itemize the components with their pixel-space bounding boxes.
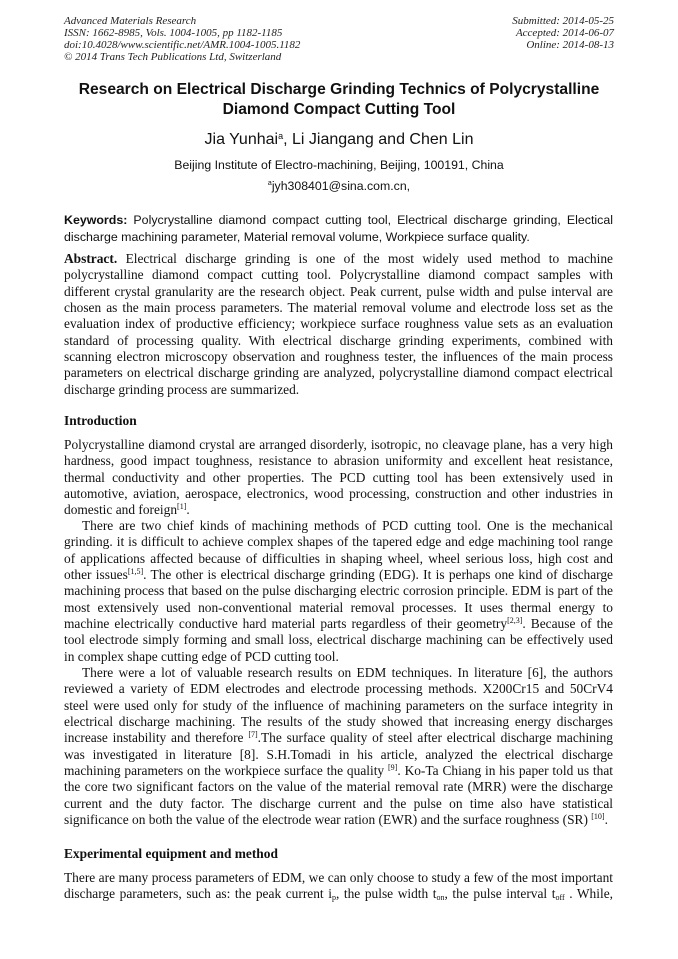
text-line: different crystal granularity are the research object. Peak current, pulse width and pulse interval are <box>64 283 613 299</box>
citation: [7] <box>248 730 258 740</box>
citation: [10] <box>591 812 605 822</box>
abstract <box>64 251 613 398</box>
text-line: parameters on electrical discharge grinding are analyzed, polycrystalline diamond compact electrical <box>64 365 613 381</box>
text-line: evaluation index of productive efficiency; workpiece surface roughness value sets as an evaluation <box>64 316 613 332</box>
authors <box>0 130 678 150</box>
paper-title <box>40 80 638 120</box>
subscript: on <box>436 893 445 903</box>
section-heading: Introduction <box>64 413 137 428</box>
other-authors: , Li Jiangang and Chen Lin <box>283 131 474 148</box>
author-name: Jia Yunhai <box>204 131 279 148</box>
citation: [2,3] <box>507 616 523 626</box>
text-line: in complex shape cutting edge of PCD cutting tool. <box>64 648 339 664</box>
text-line: Abstract. Electrical discharge grinding is one of the most widely used method to machine <box>64 251 613 266</box>
email-text: jyh308401@sina.com.cn, <box>271 179 411 193</box>
paragraph <box>64 870 613 903</box>
text-line: discharge parameters, such as: the peak current $i_p$, the pulse width $t_{on}$, the pulse interval $t_{off}$ . While, <box>64 886 613 903</box>
text-line: current and the duty factor. The discharge current and the pulse on time also have statistical <box>64 795 613 811</box>
paragraph <box>64 518 613 665</box>
online-date: Online: 2014-08-13 <box>526 39 614 51</box>
text-line: of applications affected because of difficulties in shaping wheel, wheel serious loss, high cost and <box>64 550 613 566</box>
issn-volume: ISSN: 1662-8985, Vols. 1004-1005, pp 1182-1185 <box>64 27 283 39</box>
keywords-line <box>64 212 613 229</box>
text-line: most extensively used non-conventional material removal processes. It uses thermal energy to <box>64 599 613 615</box>
abstract-label: Abstract. <box>64 251 126 266</box>
text-line: steel were used only for study of the influence of machining parameters on the surface integrity in <box>64 697 613 713</box>
text-line: Polycrystalline diamond crystal are arranged disorderly, isotropic, no cleavage plane, has a very high <box>64 437 613 452</box>
copyright: © 2014 Trans Tech Publications Ltd, Switzerland <box>64 51 282 63</box>
journal-info <box>64 15 300 63</box>
title-line: Diamond Compact Cutting Tool <box>222 101 456 118</box>
text-line: discharge grinding process are summarized. <box>64 381 300 397</box>
keywords-text: Polycrystalline diamond compact cutting tool, Electrical discharge grinding, Electical <box>133 213 613 227</box>
text-line: machining parameters on the workpiece surface the quality [9]. Ko-Ta Chiang in his paper told us that <box>64 763 614 779</box>
email-mark: a <box>267 180 272 187</box>
subscript: off <box>555 893 565 903</box>
text-line: standard of processing quality. With electrical discharge grinding experiments, combined with <box>64 332 613 348</box>
text-line: tool electrode simply forming and small loss, electrical discharge machining can be effectively used <box>64 632 613 648</box>
keywords-line: discharge machining parameter, Material removal volume, Workpiece surface quality. <box>64 230 530 244</box>
text-line: There are many process parameters of EDM, we can only choose to study a few of the most important <box>64 870 613 885</box>
subscript: p <box>331 893 336 903</box>
section-heading: Experimental equipment and method <box>64 846 278 861</box>
paragraph <box>64 665 613 828</box>
text-line: There are two chief kinds of machining methods of PCD cutting tool. One is the mechanical <box>82 518 613 533</box>
affiliation: Beijing Institute of Electro-machining, Beijing, 100191, China <box>174 158 504 172</box>
accepted-date: Accepted: 2014-06-07 <box>515 27 614 39</box>
keywords <box>64 212 613 246</box>
text-line: grinding. it is difficult to achieve complex shapes of the tapered edge and edge machining tool range <box>64 534 613 550</box>
text-line: automotive, aviation, aerospace, electronics, wood processing, construction and other industries in <box>64 486 613 502</box>
text-line: thermal conductivity and other properties. The PCD cutting tool has been extensively used in <box>64 469 613 485</box>
text-line: electrical discharge machining. The results of the study showed that increasing energy discharges <box>64 714 613 730</box>
dates-info <box>512 15 614 51</box>
paragraph <box>64 437 613 519</box>
doi: doi:10.4028/www.scientific.net/AMR.1004-1005.1182 <box>64 39 301 51</box>
citation: [9] <box>388 763 398 773</box>
text-line: increase instability and therefore [7].The surface quality of steel after electrical discharge machining <box>64 730 613 746</box>
title-line: Research on Electrical Discharge Grinding Technics of Polycrystalline <box>78 81 600 98</box>
keywords-label: Keywords: <box>64 213 128 227</box>
text-line: There were a lot of valuable research results on EDM techniques. In literature [6], the authors <box>82 665 613 680</box>
text-line: chosen as the main process parameters. The material removal volume and electrode loss set as the <box>64 300 613 316</box>
submitted-date: Submitted: 2014-05-25 <box>512 15 614 27</box>
author-affiliation-mark: a <box>278 131 284 141</box>
text-line: was investigated in literature [8]. S.H.Tomadi in his article, analyzed the electrical discharge <box>64 746 613 762</box>
text-line: the core two significant factors on the value of the material removal rate (MRR) were the discharge <box>64 779 613 795</box>
text-line: polycrystalline diamond compact cutting tool. Polycrystalline diamond compact samples with <box>64 267 613 283</box>
citation: [1] <box>177 502 187 512</box>
journal-name: Advanced Materials Research <box>64 15 197 27</box>
text-line: hardness, good impact toughness, resistance to abrasion uniformity and excellent heat resistance, <box>64 453 613 469</box>
text-line: machine electrically conductive hard material parts regardless of their geometry[2,3]. Because of the <box>64 616 613 632</box>
text-line: other issues[1,5]. The other is electrical discharge grinding (EDG). It is perhaps one kind of discharge <box>64 567 614 583</box>
text-line: reviewed a variety of EDM electrodes and electrode processing methods. X200Cr15 and 50CrV4 <box>64 681 613 697</box>
citation: [1,5] <box>127 567 144 577</box>
text-line: scanning electron microscopy observation and roughness tester, the influences of the main process <box>64 349 613 365</box>
text-line: significance on both the value of the electrode wear ration (EWR) and the surface roughness (SR) [10]. <box>64 812 608 828</box>
author-email <box>0 178 678 194</box>
text-line: domestic and foreign[1]. <box>64 502 190 518</box>
text-line: machining process that based on the pulse discharging electric corrosion principle. EDM is part of the <box>64 583 613 599</box>
